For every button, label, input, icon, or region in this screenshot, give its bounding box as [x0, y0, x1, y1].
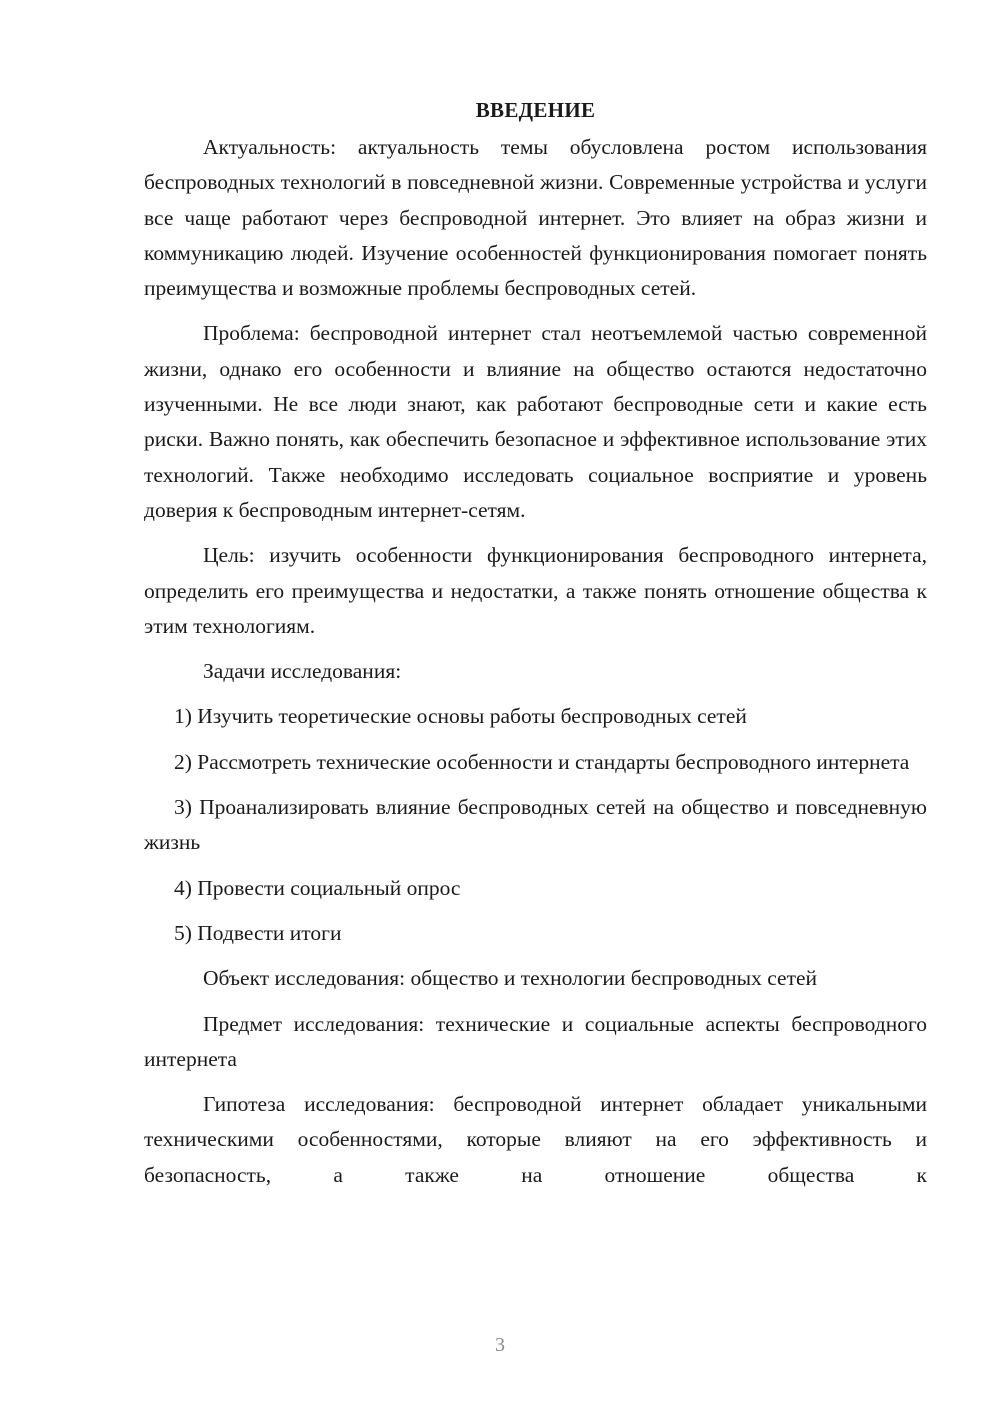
page-title: ВВЕДЕНИЕ	[475, 98, 596, 122]
subject-paragraph: Предмет исследования: технические и социальные аспекты беспроводного интернета	[144, 1011, 927, 1071]
task-item-1: 1) Изучить теоретические основы работы беспроводных сетей	[174, 704, 747, 729]
page-number: 3	[495, 1334, 505, 1356]
relevance-paragraph: Актуальность: актуальность темы обусловлена ростом использования беспроводных технологий в повседневной жизни. Современные устройства и услуги все чаще работают через беспроводной интернет. Это влияет на образ жизни и коммуникацию людей. Изучение особенностей функционирования помогает понять преимущества и возможные проблемы беспроводных сетей.	[144, 135, 927, 301]
problem-paragraph: Проблема: беспроводной интернет стал неотъемлемой частью современной жизни, однако его особенности и влияние на общество остаются недостаточно изученными. Не все люди знают, как работают беспроводные сети и какие есть риски. Важно понять, как обеспечить безопасное и эффективное использование этих технологий. Также необходимо исследовать социальное восприятие и уровень доверия к беспроводным интернет-сетям.	[144, 321, 927, 522]
hypothesis-paragraph: Гипотеза исследования: беспроводной интернет обладает уникальными техническими особенностями, которые влияют на его эффективность и безопасность, а также на отношение общества к	[144, 1092, 927, 1187]
task-item-5: 5) Подвести итоги	[174, 920, 342, 945]
document-page	[144, 92, 927, 1203]
task-item-2: 2) Рассмотреть технические особенности и стандарты беспроводного интернета	[174, 749, 910, 774]
task-item-3: 3) Проанализировать влияние беспроводных сетей на общество и повседневную жизнь	[144, 795, 927, 855]
tasks-title: Задачи исследования:	[203, 659, 402, 684]
object-paragraph: Объект исследования: общество и технологии беспроводных сетей	[203, 966, 818, 991]
goal-paragraph: Цель: изучить особенности функционирования беспроводного интернета, определить его преимущества и недостатки, а также понять отношение общества к этим технологиям.	[144, 543, 927, 638]
task-item-4: 4) Провести социальный опрос	[174, 875, 461, 900]
